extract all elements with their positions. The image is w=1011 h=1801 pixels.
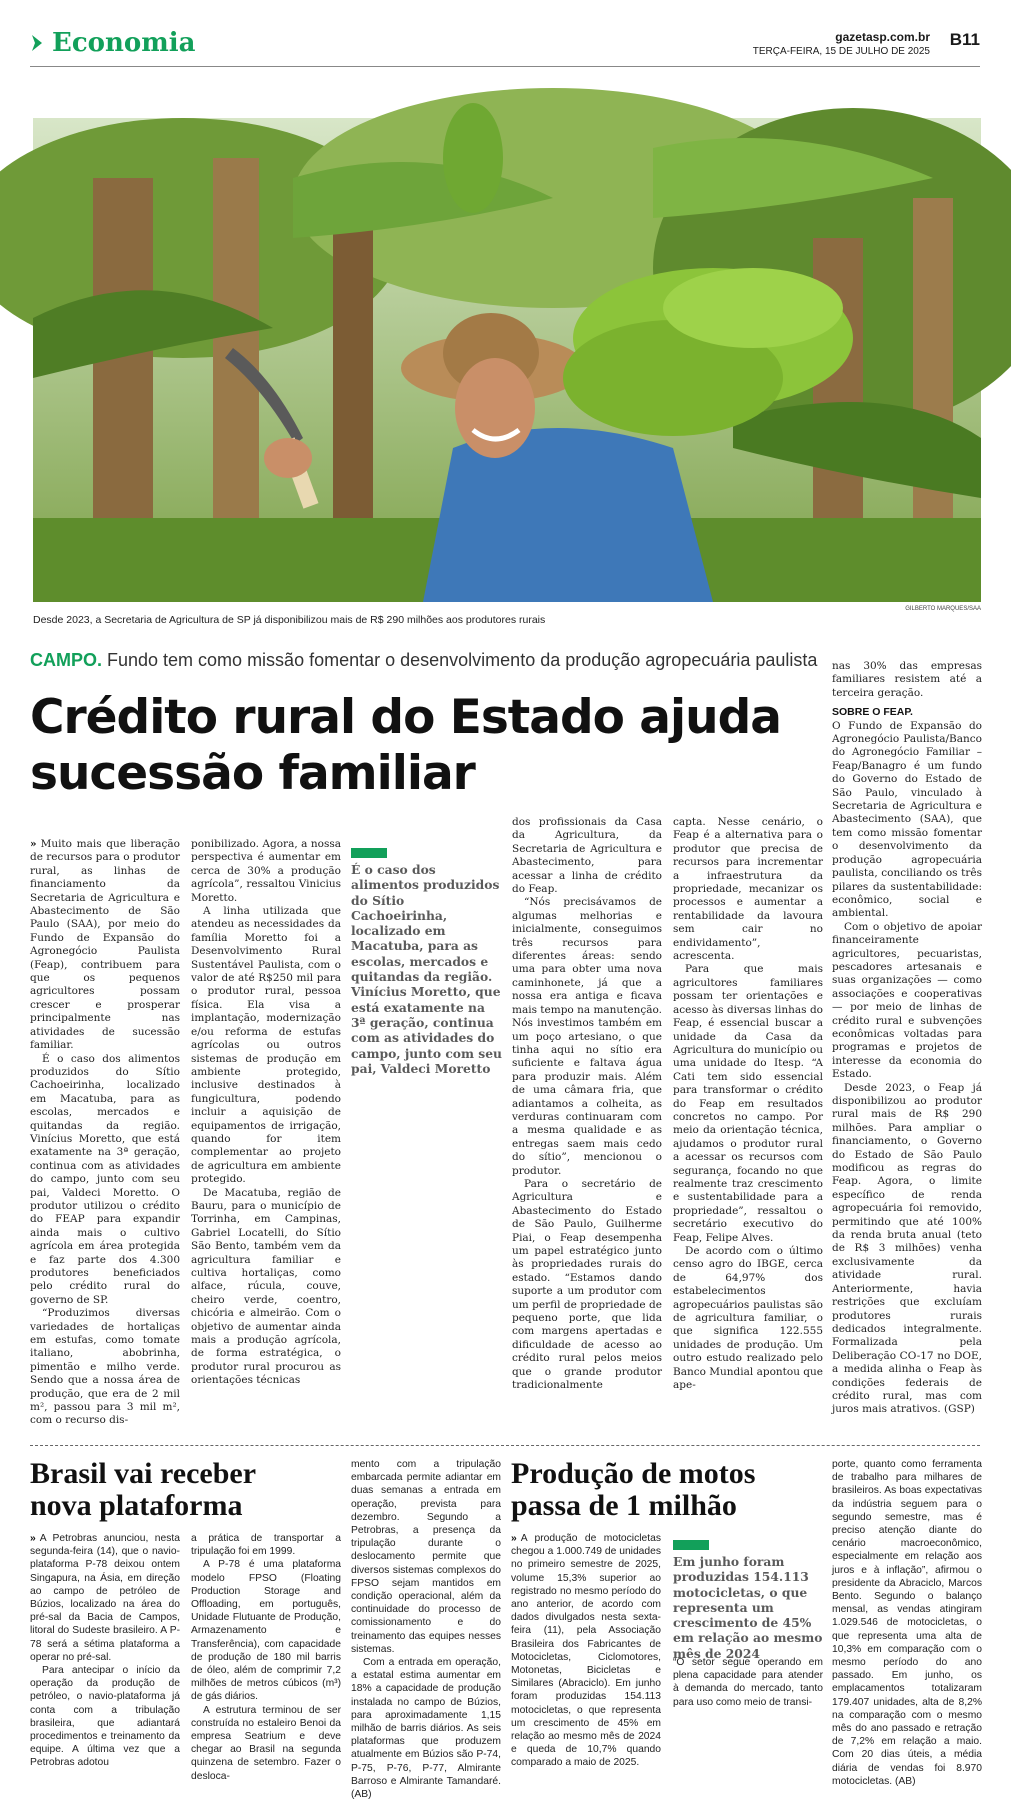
double-chevron-icon: » <box>30 838 37 850</box>
motos-headline: Produção de motos passa de 1 milhão <box>511 1457 756 1522</box>
article-paragraph: a prática de transportar a tripulação foi em 1999. <box>191 1533 341 1558</box>
article-paragraph: mento com a tripulação embarcada permite adiantar em duas semanas a entrada em operação, prevista para dezembro. Segundo a Petrobras, a presença da tripulação durante o deslocamento permite que diversos sistemas complexos do FPSO sejam mantidos em condição operacional, além da continuidade do processo de comissionamento e do treinamento das equipes nesses sistemas. <box>351 1459 501 1655</box>
platform-column-1 <box>30 1532 180 1770</box>
article-paragraph: Com o objetivo de apoiar financeiramente agricultores, pecuaristas, pescadores artesanais e suas organizações — como associações e cooperativas — por meio de linhas de crédito rural e subvenções econômicas voltadas para programas e projetos de interesse da economia do Estado. <box>832 920 982 1081</box>
motos-column-1 <box>511 1532 661 1770</box>
paragraph-text: A Petrobras anunciou, nesta segunda-feira (14), que o navio-plataforma P-78 deixou ontem Singapura, na Ásia, em direção ao campo de petróleo de Búzios, localizado na área do pré-sal da Bacia de Campos, litoral do Sudeste brasileiro. A P-78 será a sétima plataforma a operar no pré-sal. <box>30 1533 180 1663</box>
kicker-label: CAMPO. <box>30 650 102 670</box>
article-paragraph: “Nós precisávamos de algumas melhorias e inicialmente, conseguimos três recursos para diferentes áreas: sendo uma para obter uma nova caminhonete, já que a nossa era antiga e ficava mais tempo na manutenção. Nós investimos também em um poço artesiano, o que tinha aqui no sítio era suficiente e faltava água para produzir mais. Além de uma câmara fria, que adiantamos a colheita, as verduras continuaram com a mesma qualidade e as entregas saem mais cedo do sítio”, mencionou o produtor. <box>512 896 662 1177</box>
article-column-1 <box>30 838 180 1428</box>
lead-photo <box>33 118 981 602</box>
article-paragraph: “O setor segue operando em plena capacidade para atender à demanda do mercado, tanto para uso como meio de transi- <box>673 1657 823 1708</box>
chevron-right-icon <box>30 34 44 52</box>
article-paragraph <box>511 1532 661 1770</box>
photo-credit: GILBERTO MARQUES/SAA <box>905 606 981 612</box>
article-paragraph: nas 30% das empresas familiares resistem até a terceira geração. <box>832 660 982 699</box>
article-paragraph: Com a entrada em operação, a estatal estima aumentar em 18% a capacidade de produção instalada no campo de Búzios, para aproximadamente 1,15 milhão de barris diários. As seis plataformas que produzem atualmente em Búzios são P-74, P-75, P-76, P-77, Almirante Barroso e Almirante Tamandaré. (AB) <box>351 1657 501 1801</box>
article-column-5 <box>673 816 823 1392</box>
article-paragraph: porte, quanto como ferramenta de trabalho para milhares de brasileiros. As boas expectativas da indústria seguem para o segundo semestre, mas é preciso atenção diante do cenário macroeconômico, especialmente em relação aos juros e à inflação”, afirmou o presidente da Abraciclo, Marcos Bento. Segundo o balanço mensal, as vendas atingiram 1.029.546 de motocicletas, o que representa uma alta de 10,3% em comparação com o mesmo período do ano passado. Em junho, os emplacamentos totalizaram 179.407 unidades, alta de 8,2% na comparação com o mesmo mês do ano passado e retração de 7,2% em relação a maio. Com 20 dias úteis, a média diária de vendas foi 8.970 motocicletas. (AB) <box>832 1459 982 1787</box>
article-column-4 <box>512 816 662 1392</box>
article-headline: Crédito rural do Estado ajuda sucessão familiar <box>30 690 781 801</box>
article-paragraph: De acordo com o último censo agro do IBGE, cerca de 64,97% dos estabelecimentos agropecuários paulistas são de agricultura familiar, o que significa 122.555 unidades de produção. Um outro estudo realizado pelo Banco Mundial apontou que ape- <box>673 1245 823 1392</box>
motos-column-3 <box>832 1458 982 1788</box>
article-paragraph: É o caso dos alimentos produzidos do Sítio Cachoeirinha, localizado em Macatuba, para as escolas, mercados e quitandas da região. Vinícius Moretto, que está exatamente na 3ª geração, continua com as atividades do campo, junto com seu pai, Valdeci Moretto. O produtor utilizou o crédito do FEAP para expandir ainda mais o cultivo agrícola em área protegida e faz parte dos 4.300 produtores beneficiados pelo crédito rural do governo de SP. <box>30 1052 180 1306</box>
pull-quote-text: É o caso dos alimentos produzidos do Sítio Cachoeirinha, localizado em Macatuba, para as escolas, mercados e quitandas da região. Vinícius Moretto, que está exatamente na 3ª geração, continua com as atividades do campo, junto com seu pai, Valdeci Moretto <box>351 862 502 1076</box>
platform-column-3 <box>351 1458 501 1801</box>
page-number: B11 <box>949 30 980 49</box>
farmer-with-bananas-illustration <box>33 118 981 602</box>
article-column-6 <box>832 660 982 1417</box>
article-paragraph: Para antecipar o início da operação da produção de petróleo, o navio-plataforma já conta com a tribulação brasileira, que adiantará procedimentos e treinamento da equipe. A última vez que a Petrobras adotou <box>30 1665 180 1769</box>
article-paragraph: Para que mais agricultores familiares possam ter orientações e acesso às diversas linhas do Feap, é essencial buscar a unidade da Casa da Agricultura do município ou uma unidade do Itesp. “A Cati tem sido essencial para transformar o crédito do Feap em resultados concretos no campo. Por meio da orientação técnica, ajudamos o produtor rural a acessar os recursos com segurança, focando no que realmente traz crescimento e sustentabilidade para a propriedade”, ressaltou o secretário executivo do Feap, Felipe Alves. <box>673 963 823 1244</box>
article-paragraph: A P-78 é uma plataforma modelo FPSO (Floating Production Storage and Offloading, em português, Unidade Flutuante de Produção, Armazenamento e Transferência), com capacidade de produção de 180 mil barris de óleo, além de comprimir 7,2 milhões de metros cúbicos (m³) de gás diários. <box>191 1559 341 1703</box>
pull-quote <box>351 848 503 1076</box>
article-paragraph: O Fundo de Expansão do Agronegócio Paulista/Banco do Agronegócio Familiar – Feap/Banagro é um fundo do Governo do Estado de São Paulo, vinculado à Secretaria de Agricultura e Abastecimento (SAA), que tem como missão fomentar o desenvolvimento da produção agropecuária paulista, conciliando os três pilares da sustentabilidade: econômico, social e ambiental. <box>832 719 982 920</box>
pull-quote-bar <box>351 848 387 858</box>
motos-pull-quote <box>673 1540 825 1661</box>
article-kicker <box>30 650 818 671</box>
article-paragraph: dos profissionais da Casa da Agricultura, da Secretaria de Agricultura e Abastecimento, para acessar a linha de crédito do Feap. <box>512 816 662 896</box>
article-column-2 <box>191 838 341 1388</box>
section-subhead: SOBRE O FEAP. <box>832 706 913 719</box>
section-label: Economia <box>52 28 196 58</box>
header-divider <box>30 66 980 67</box>
story-divider <box>30 1445 980 1446</box>
article-paragraph: A estrutura terminou de ser construída no estaleiro Benoi da empresa Seatrium e deve chegar ao Brasil na segunda quinzena de setembro. Fazer o desloca- <box>191 1704 341 1782</box>
pull-quote-text: Em junho foram produzidas 154.113 motocicletas, o que representa um crescimento de 45% em relação ao mesmo mês de 2024 <box>673 1554 823 1661</box>
article-paragraph: “Produzimos diversas variedades de hortaliças em estufas, como tomate italiano, abobrinha, pimentão e milho verde. Sendo que a nossa área de produção, que era de 2 mil m², passou para 3 mil m², com o recurso dis- <box>30 1307 180 1427</box>
article-paragraph: ponibilizado. Agora, a nossa perspectiva é aumentar em cerca de 30% a produção agrícola”, ressaltou Vinicius Moretto. <box>191 838 341 904</box>
article-paragraph: Desde 2023, o Feap já disponibilizou ao produtor rural mais de R$ 290 milhões. Para ampliar o financiamento, o Governo do Estado de São Paulo modificou as regras do Feap. Agora, o limite específico de renda agropecuária foi removido, permitindo que até 100% da renda bruta anual (teto de R$ 3 milhões) venha exclusivamente da atividade rural. Anteriormente, havia restrições que excluíam produtores rurais dedicados integralmente. Formalizada pela Deliberação CO-17 no DOE, a medida alinha o Feap às condições federais de crédito rural, mas com juros mais atrativos. (GSP) <box>832 1081 982 1416</box>
photo-caption: Desde 2023, a Secretaria de Agricultura de SP já disponibilizou mais de R$ 290 milhões aos produtores rurais <box>33 614 546 626</box>
page-header <box>30 26 980 66</box>
paragraph-text: A produção de motocicletas chegou a 1.000.749 de unidades no primeiro semestre de 2025, volume 15,3% superior ao registrado no mesmo período do ano anterior, de acordo com dados divulgados nesta sexta-feira (11), pela Associação Brasileira dos Fabricantes de Motocicletas, Ciclomotores, Motonetas, Bicicletas e Similares (Abraciclo). Em junho foram produzidas 154.113 motocicletas, o que representa um crescimento de 45% em relação ao mesmo mês de 2024 e queda de 10,7% quando comparado a maio de 2025. <box>511 1533 662 1769</box>
site-url[interactable]: gazetasp.com.br <box>835 30 930 44</box>
section-title <box>30 28 195 58</box>
double-chevron-icon: » <box>511 1533 517 1544</box>
article-paragraph: Para o secretário de Agricultura e Abastecimento do Estado de São Paulo, Guilherme Piai, o Feap desempenha um papel estratégico junto às propriedades rurais do estado. “Estamos dando suporte a um produtor com um perfil de propriedade de pequeno porte, que lida com margens apertadas e dificuldade de acesso ao crédito rural pelos meios que o grande produtor tradicionalmente <box>512 1177 662 1392</box>
pull-quote-bar <box>673 1540 709 1550</box>
kicker-text: Fundo tem como missão fomentar o desenvolvimento da produção agropecuária paulista <box>102 650 818 670</box>
platform-column-2 <box>191 1532 341 1783</box>
platform-headline: Brasil vai receber nova plataforma <box>30 1457 256 1522</box>
edition-date: TERÇA-FEIRA, 15 DE JULHO DE 2025 <box>752 46 930 57</box>
motos-column-2 <box>673 1656 823 1709</box>
article-paragraph: capta. Nesse cenário, o Feap é a alternativa para o produtor que precisa de recursos para incrementar a infraestrutura da propriedade, mecanizar os processos e aumentar a rentabilidade da lavoura sem cair no endividamento”, acrescenta. <box>673 816 823 963</box>
double-chevron-icon: » <box>30 1533 36 1544</box>
article-paragraph <box>30 838 180 1053</box>
article-paragraph <box>30 1532 180 1664</box>
article-paragraph: A linha utilizada que atendeu as necessidades da família Moretto foi a Desenvolvimento Rural Sustentável Paulista, com o valor de até R$250 mil para o produtor rural, pessoa física. Ela visa a implantação, modernização e/ou reforma de estufas agrícolas ou outros sistemas de produção em ambiente protegido, inclusive destinados à fungicultura, podendo incluir a aquisição de equipamentos de irrigação, quando for item complementar ao projeto de agricultura em ambiente protegido. <box>191 905 341 1186</box>
paragraph-text: Muito mais que liberação de recursos para o produtor rural, as linhas de financiamento da Secretaria de Agricultura e Abastecimento de São Paulo (SAA), por meio do Fundo de Expansão do Agronegócio Paulista (Feap), contribuem para que os pequenos agricultores possam crescer e prosperar principalmente nas atividades de sucessão familiar. <box>30 838 180 1052</box>
article-paragraph: De Macatuba, região de Bauru, para o município de Torrinha, em Campinas, Gabriel Locatelli, do Sítio São Bento, também vem da agricultura familiar e cultiva hortaliças, como alface, rúcula, couve, cheiro verde, coentro, chicória e almeirão. Com o objetivo de aumentar ainda mais a produção agrícola, de forma estratégica, o produtor rural procurou as orientações técnicas <box>191 1186 341 1387</box>
